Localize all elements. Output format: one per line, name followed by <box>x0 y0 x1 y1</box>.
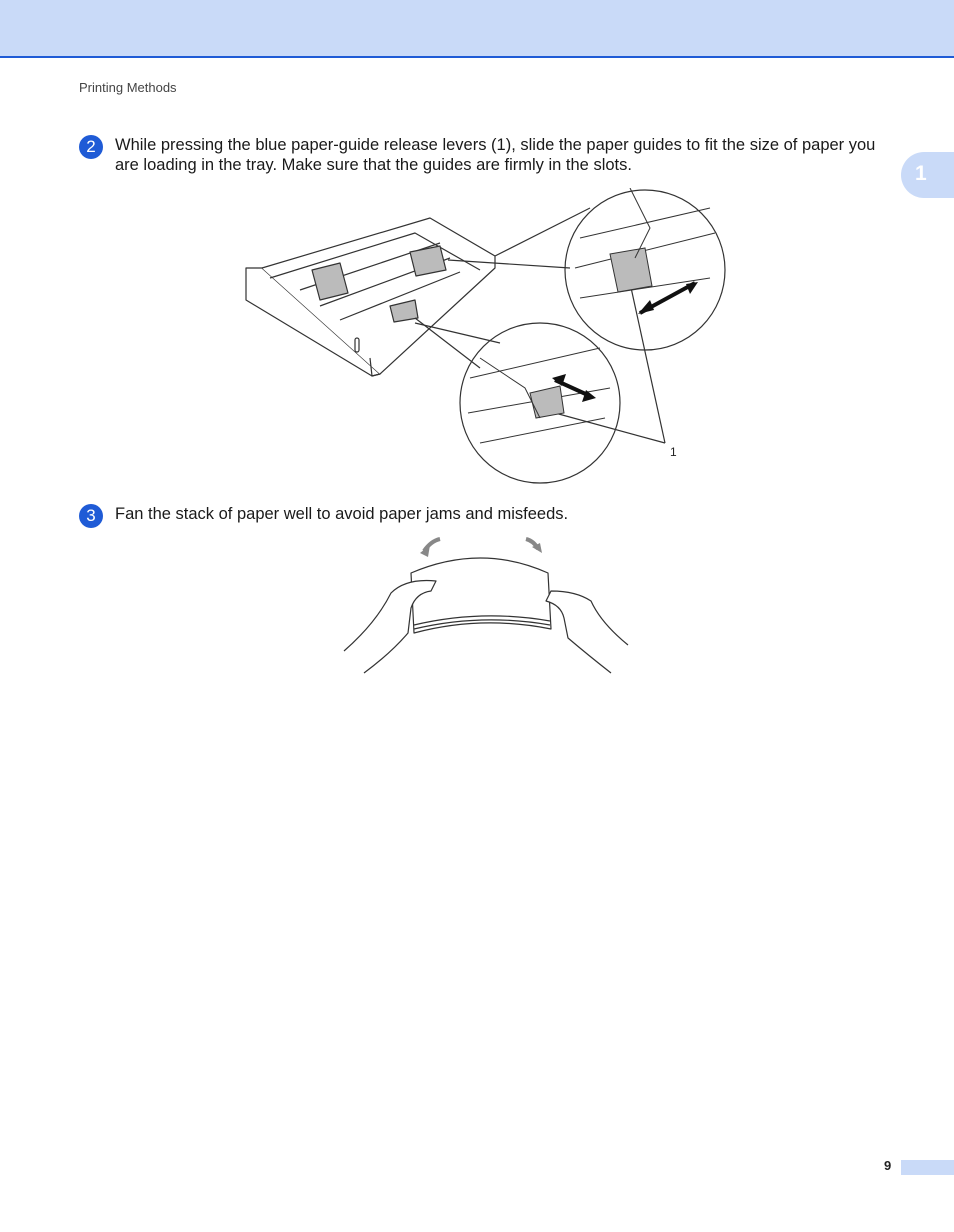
step-instruction: Fan the stack of paper well to avoid paper jams and misfeeds. <box>115 505 569 523</box>
paper-tray-illustration <box>240 188 730 488</box>
header-band <box>0 0 954 58</box>
chapter-number: 1 <box>915 162 927 185</box>
running-title: Printing Methods <box>79 80 177 95</box>
fanning-paper-illustration <box>336 533 636 679</box>
callout-label: 1 <box>670 445 677 459</box>
step-number-badge: 2 <box>79 135 103 159</box>
step-number-badge: 3 <box>79 504 103 528</box>
step-instruction: While pressing the blue paper-guide release levers (1), slide the paper guides to fit the size of paper you are loading in the tray. Make sure that the guides are firmly in the slots. <box>115 136 876 174</box>
footer-bar <box>901 1160 954 1175</box>
page-number: 9 <box>884 1158 892 1173</box>
chapter-tab[interactable] <box>901 152 954 198</box>
